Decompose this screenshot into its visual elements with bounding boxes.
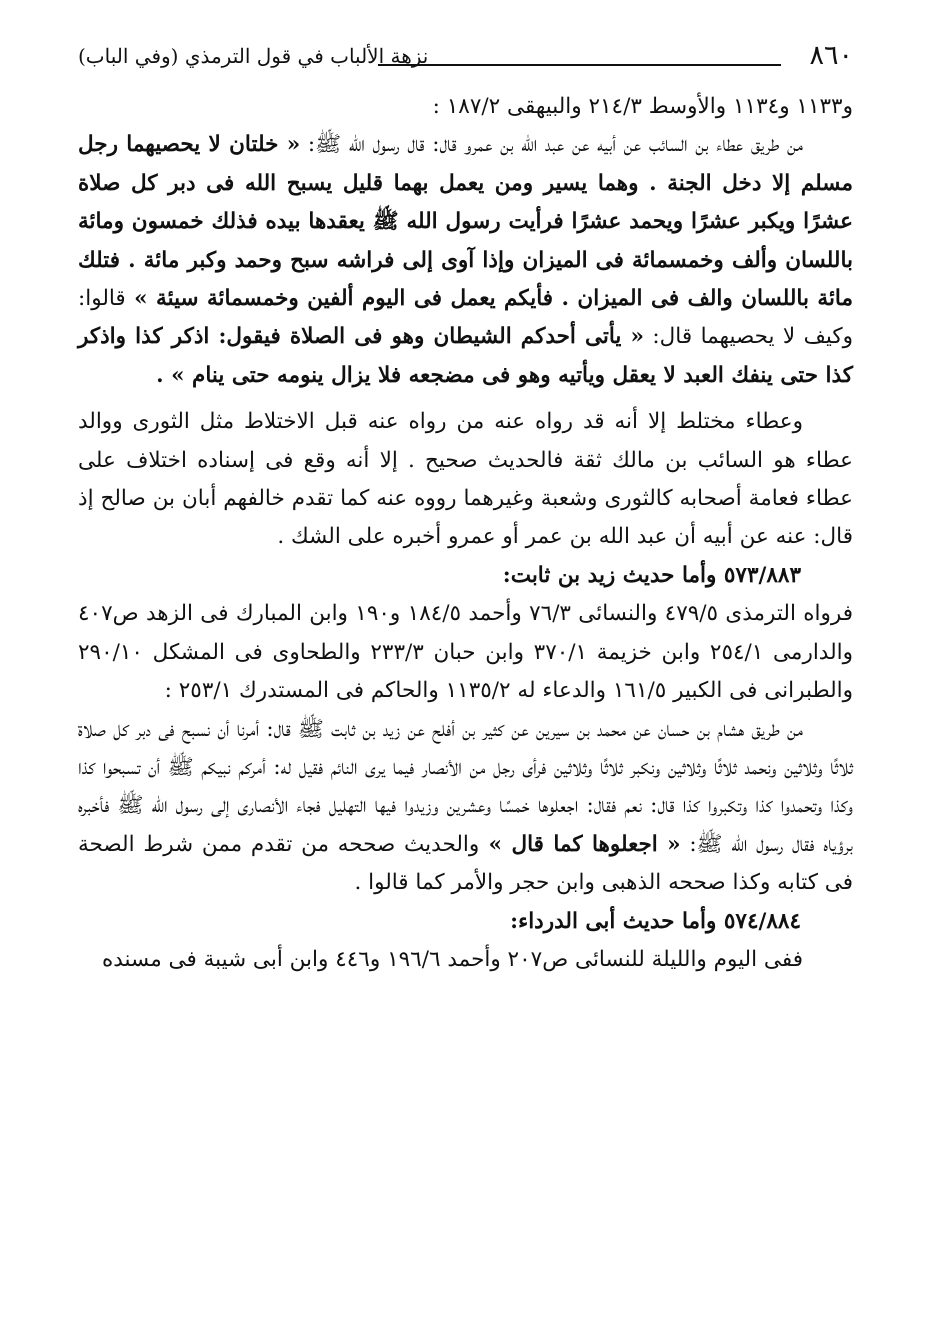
text-run: والحديث صححه من تقدم ممن شرط الصحة فى كتابه وكذا صححه الذهبى وابن حجر والأمر كما قالوا . xyxy=(78,831,853,896)
sources-paragraph xyxy=(78,595,853,710)
document-page xyxy=(78,30,853,1320)
hadith-quote: « اجعلوها كما قال » xyxy=(479,831,681,857)
hadith-paragraph xyxy=(78,126,853,395)
hadith-paragraph xyxy=(78,711,853,903)
page-number: ٨٦٠ xyxy=(809,40,853,71)
continuation-paragraph xyxy=(78,88,853,126)
heading-text: ٥٧٣/٨٨٣ وأما حديث زيد بن ثابت: xyxy=(502,562,801,588)
sources-paragraph xyxy=(78,941,853,979)
section-heading xyxy=(78,557,853,595)
text-run: و١١٣٣ و١١٣٤ والأوسط ٢١٤/٣ والبيهقى ١٨٧/٢ : xyxy=(432,94,853,119)
text-run: من طريق هشام بن حسان عن محمد بن سيرين عن كثير بن أفلح عن زيد بن ثابت ﷺ قال: أمرنا أن نسبح فى دبر كل صلاة ثلاثًا وثلاثين ونحمد ثلاثًا وثلاثين ونكبر ثلاثًا وثلاثين فرأى رجل من الأنصار فيما يرى النائم فقيل له: أمركم نبيكم ﷺ أن تسبحوا كذا وكذا وتحمدوا كذا وتكبروا كذا قال: نعم فقال: اجعلوها خمسًا وعشرين وزيدوا فيها التهليل فجاء الأنصارى إلى رسول الله ﷺ فأخبره برؤياه فقال رسول الله ﷺ: xyxy=(78,716,854,857)
page-header xyxy=(78,30,853,80)
header-rule xyxy=(378,64,781,66)
running-title: نزهة الألباب في قول الترمذي (وفي الباب) xyxy=(78,44,429,68)
hadith-quote: « يأتى أحدكم الشيطان وهو فى الصلاة فيقول: اذكر كذا واذكر كذا حتى ينفك العبد لا يعقل ويأتيه وهو فى مضجعه فلا يزال ينومه حتى ينام » . xyxy=(78,324,853,388)
heading-text: ٥٧٤/٨٨٤ وأما حديث أبى الدرداء: xyxy=(510,908,801,934)
text-run: قالوا: وكيف لا يحصيهما قال: xyxy=(78,286,853,350)
hadith-quote: « خلتان لا يحصيهما رجل مسلم إلا دخل الجنة . وهما يسير ومن يعمل بهما قليل يسبح الله فى دبر كل صلاة عشرًا ويكبر عشرًا ويحمد عشرًا فرأيت رسول الله ﷺ يعقدها بيده فذلك خمسون ومائة باللسان وألف وخمسمائة فى الميزان وإذا آوى إلى فراشه سبح وحمد وكبر مائة . فتلك مائة باللسان والف فى الميزان . فأيكم يعمل فى اليوم ألفين وخمسمائة سيئة » xyxy=(78,132,853,312)
page-body xyxy=(78,88,853,979)
text-run: من طريق عطاء بن السائب عن أبيه عن عبد الله بن عمرو قال: قال رسول الله ﷺ: xyxy=(300,132,804,158)
text-run: وعطاء مختلط إلا أنه قد رواه عنه من رواه عنه قبل الاختلاط مثل الثورى ووالد عطاء هو السائب بن مالك ثقة فالحديث صحيح . إلا أنه وقع فى إسناده اختلاف على عطاء فعامة أصحابه كالثورى وشعبة وغيرهما رووه عنه كما تقدم خالفهم أبان بن صالح إذ قال: عنه عن أبيه أن عبد الله بن عمر أو عمرو أخبره على الشك . xyxy=(78,409,853,550)
text-run: فرواه الترمذى ٤٧٩/٥ والنسائى ٧٦/٣ وأحمد ١٨٤/٥ و١٩٠ وابن المبارك فى الزهد ص٤٠٧ والدارمى ٢٥٤/١ وابن خزيمة ٣٧٠/١ وابن حبان ٢٣٣/٣ والطحاوى فى المشكل ٢٩٠/١٠ والطبرانى فى الكبير ١٦١/٥ والدعاء له ١١٣٥/٢ والحاكم فى المستدرك ٢٥٣/١ : xyxy=(78,601,854,704)
section-heading xyxy=(78,903,853,941)
commentary-paragraph xyxy=(78,403,853,557)
text-run: ففى اليوم والليلة للنسائى ص٢٠٧ وأحمد ١٩٦/٦ و٤٤٦ وابن أبى شيبة فى مسنده xyxy=(101,946,803,972)
